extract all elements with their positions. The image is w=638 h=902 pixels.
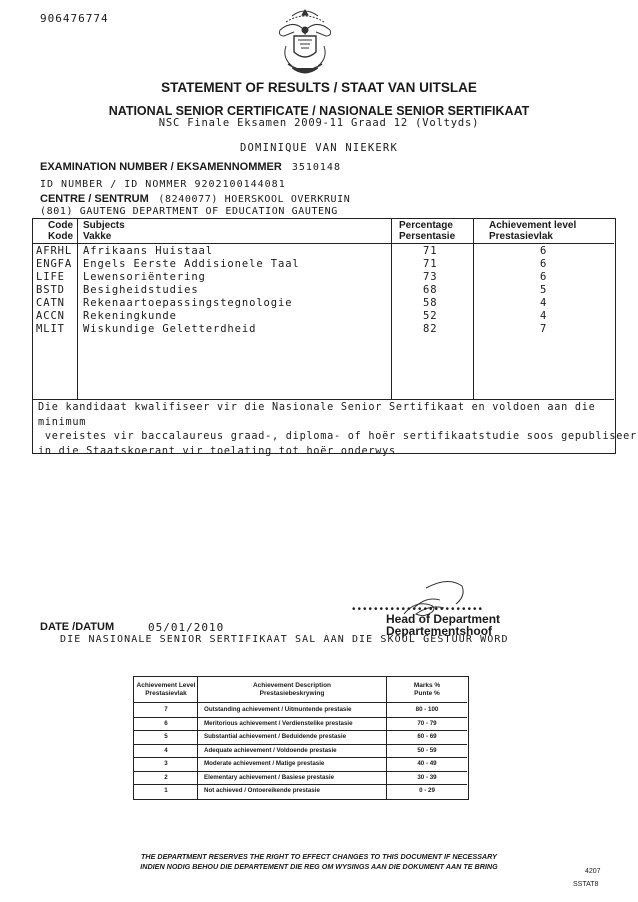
subject-percentage: 68 xyxy=(423,284,438,296)
subject-percentage: 71 xyxy=(423,245,438,257)
footer-notice-en: THE DEPARTMENT RESERVES THE RIGHT TO EFFECT CHANGES TO THIS DOCUMENT IF NECESSARY xyxy=(141,852,497,861)
level-marks: 50 - 59 xyxy=(417,746,437,754)
qualification-statement: Die kandidaat kwalifiseer vir die Nasionale Senior Sertifikaat en voldoen aan die minimum vereistes vir baccalaureus graad-, diploma- of hoër sertifikaatstudie soos gepubliseer in die Staatskoerant vir toelating tot hoër onderwys xyxy=(38,402,637,457)
subject-percentage: 73 xyxy=(423,271,438,283)
subject-name: Rekenaartoepassingstegnologie xyxy=(83,297,293,309)
centre-label: CENTRE / SENTRUM xyxy=(40,193,149,205)
date-value: 05/01/2010 xyxy=(148,621,225,634)
subject-level: 7 xyxy=(540,323,548,335)
header-percentage: Percentage Persentasie xyxy=(399,220,456,242)
subject-code: MLIT xyxy=(36,323,65,335)
level-description: Moderate achievement / Matige prestasie xyxy=(204,760,325,767)
subject-name: Afrikaans Huistaal xyxy=(83,245,213,257)
subject-level: 6 xyxy=(540,258,548,270)
subject-name: Wiskundige Geletterdheid xyxy=(83,323,257,335)
level-description: Substantial achievement / Beduidende prestasie xyxy=(204,733,347,740)
levels-header-description: Achievement Description Prestasiebeskrywing xyxy=(252,682,332,697)
id-number-line: ID NUMBER / ID NOMMER 9202100144081 xyxy=(40,179,286,190)
head-of-department-label: Head of Department xyxy=(386,612,501,626)
footer-notice-af: INDIEN NODIG BEHOU DIE DEPARTEMENT DIE REG OM WYSINGS AAN DIE DOKUMENT AAN TE BRING xyxy=(140,862,498,871)
level-description: Not achieved / Ontoereikende prestasie xyxy=(204,787,320,794)
level-number: 4 xyxy=(164,746,168,754)
statement-title: STATEMENT OF RESULTS / STAAT VAN UITSLAE xyxy=(161,80,477,95)
level-number: 2 xyxy=(164,773,168,781)
signature-line: •••••••••••••••••••••••• xyxy=(352,604,485,615)
level-marks: 30 - 39 xyxy=(417,773,437,781)
school-note: DIE NASIONALE SENIOR SERTIFIKAAT SAL AAN DIE SKOOL GESTUUR WORD xyxy=(60,634,509,645)
subject-level: 4 xyxy=(540,297,548,309)
level-marks: 40 - 49 xyxy=(417,760,437,767)
level-marks: 60 - 69 xyxy=(417,733,437,740)
level-marks: 0 - 29 xyxy=(419,787,435,794)
level-number: 6 xyxy=(164,719,168,727)
header-achievement-level: Achievement level Prestasievlak xyxy=(489,220,577,242)
centre-value: (8240077) HOERSKOOL OVERKRUIN xyxy=(158,194,351,205)
date-label: DATE /DATUM xyxy=(40,621,115,633)
subject-percentage: 71 xyxy=(423,258,438,270)
district-line: (801) GAUTENG DEPARTMENT OF EDUCATION GAUTENG xyxy=(40,206,338,217)
levels-header-marks: Marks % Punte % xyxy=(413,682,441,697)
level-description: Meritorious achievement / Verdienstelike prestasie xyxy=(204,719,353,727)
subject-code: BSTD xyxy=(36,284,65,296)
header-subjects: Subjects Vakke xyxy=(83,220,125,242)
exam-number-label: EXAMINATION NUMBER / EKSAMENNOMMER xyxy=(40,161,282,173)
level-description: Elementary achievement / Basiese prestasie xyxy=(204,773,335,781)
subject-percentage: 82 xyxy=(423,323,438,335)
level-description: Adequate achievement / Voldoende prestasie xyxy=(204,746,337,754)
departementshoof-label: Departementshoof xyxy=(386,624,493,638)
results-table xyxy=(32,218,637,457)
subject-level: 6 xyxy=(540,271,548,283)
level-number: 5 xyxy=(164,733,168,740)
subject-name: Besigheidstudies xyxy=(83,284,199,296)
subject-level: 5 xyxy=(540,284,548,296)
level-description: Outstanding achievement / Uitmuntende prestasie xyxy=(204,706,352,713)
certificate-title: NATIONAL SENIOR CERTIFICATE / NASIONALE SENIOR SERTIFIKAAT xyxy=(108,104,530,118)
centre-line xyxy=(40,193,350,205)
form-number: 4207 xyxy=(585,868,601,875)
subject-code: AFRHL xyxy=(36,245,73,257)
header-code: Code Kode xyxy=(48,220,73,242)
subject-code: LIFE xyxy=(36,271,65,283)
exam-number-line xyxy=(40,161,341,173)
subject-level: 4 xyxy=(540,310,548,322)
levels-header-level: Achievement Level Prestasievlak xyxy=(136,682,196,697)
level-number: 7 xyxy=(164,706,168,713)
exam-session: NSC Finale Eksamen 2009-11 Graad 12 (Voltyds) xyxy=(158,117,480,129)
subject-percentage: 58 xyxy=(423,297,438,309)
subject-code: CATN xyxy=(36,297,65,309)
level-marks: 70 - 79 xyxy=(417,719,437,727)
document-number: 906476774 xyxy=(40,12,109,25)
subject-code: ACCN xyxy=(36,310,65,322)
level-number: 1 xyxy=(164,787,168,794)
candidate-name: DOMINIQUE VAN NIEKERK xyxy=(240,142,398,154)
subject-percentage: 52 xyxy=(423,310,438,322)
subject-name: Rekeningkunde xyxy=(83,310,177,322)
form-code: SSTAT8 xyxy=(573,881,599,888)
level-marks: 80 - 100 xyxy=(415,706,439,713)
subject-name: Lewensoriëntering xyxy=(83,271,206,283)
coat-of-arms-icon xyxy=(272,6,338,82)
achievement-levels-table xyxy=(133,676,469,800)
subject-code: ENGFA xyxy=(36,258,73,270)
level-number: 3 xyxy=(164,760,168,767)
subject-level: 6 xyxy=(540,245,548,257)
subject-name: Engels Eerste Addisionele Taal xyxy=(83,258,300,270)
exam-number: 3510148 xyxy=(291,162,341,173)
